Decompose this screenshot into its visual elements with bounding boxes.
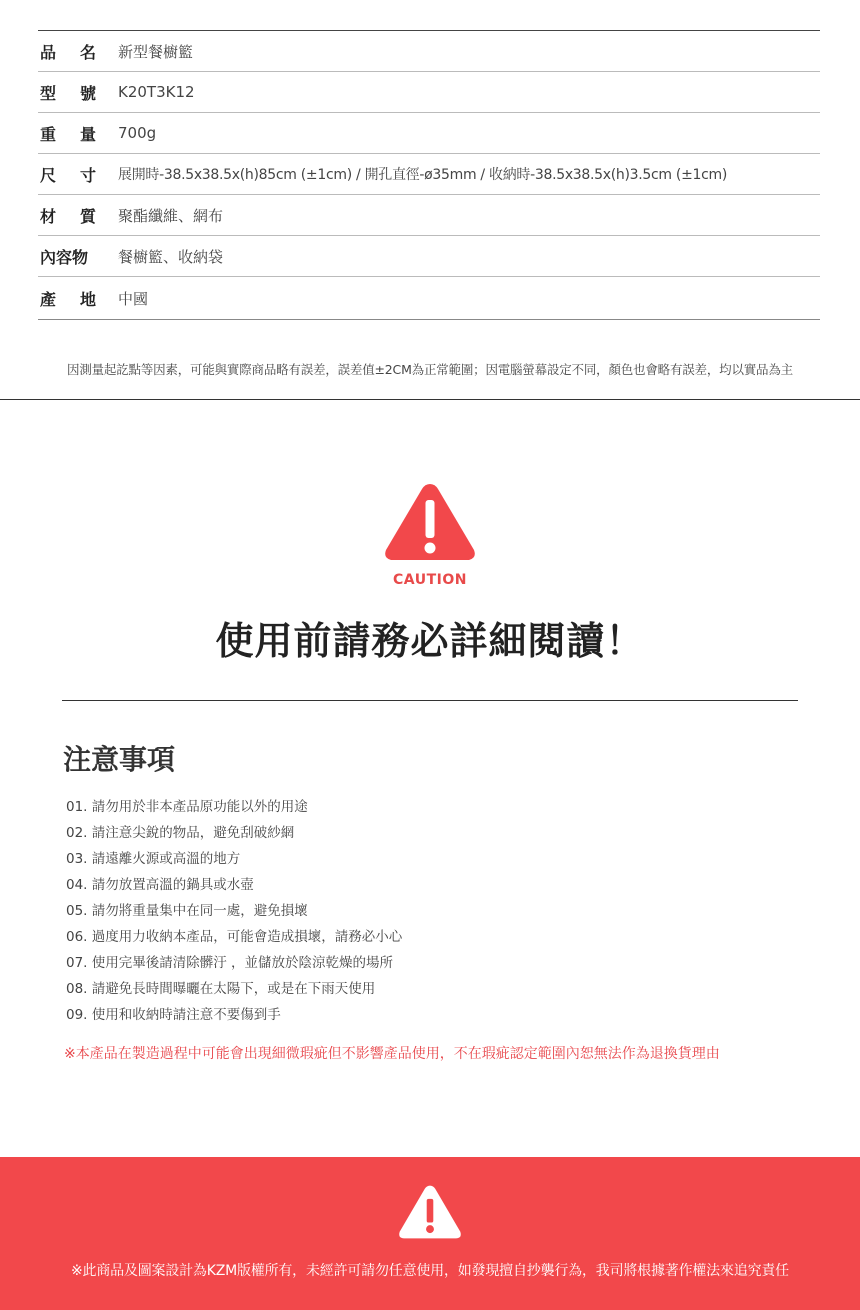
spec-row-model (38, 72, 820, 113)
section-divider (0, 399, 860, 400)
copyright-footer (0, 1157, 860, 1310)
spec-row-size (38, 154, 820, 195)
list-item: 02. 請注意尖銳的物品，避免刮破紗網 (66, 825, 295, 841)
page-title: 使用前請務必詳細閱讀！ (215, 619, 645, 663)
spec-key (38, 122, 98, 145)
spec-value: 700g (118, 124, 157, 142)
spec-key-char: 產 (40, 289, 57, 309)
section-divider (62, 700, 798, 701)
spec-key-char: 型 (40, 83, 57, 103)
spec-key-char: 品 (40, 42, 57, 62)
spec-key-char: 號 (79, 83, 96, 103)
list-item: 04. 請勿放置高溫的鍋具或水壺 (66, 877, 254, 893)
list-item: 08. 請避免長時間曝曬在太陽下，或是在下雨天使用 (66, 981, 376, 997)
spec-value: 展開時-38.5x38.5x(h)85cm (±1cm) / 開孔直徑-ø35mm / 收納時-38.5x38.5x(h)3.5cm (±1cm) (118, 167, 728, 183)
caution-label: CAUTION (393, 572, 467, 588)
spec-row-weight (38, 113, 820, 154)
spec-key (38, 40, 98, 63)
spec-key-char: 質 (79, 206, 96, 226)
spec-value: 聚酯纖維、網布 (118, 206, 224, 225)
spec-row-material (38, 195, 820, 236)
spec-key-char: 材 (40, 206, 57, 226)
spec-key (38, 245, 98, 268)
spec-key-char: 寸 (79, 165, 96, 185)
copyright-text: ※此商品及圖案設計為KZM版權所有，未經許可請勿任意使用，如發現擅自抄襲行為，我司將根據著作權法來追究責任 (71, 1263, 789, 1279)
footer-warning-triangle-icon (397, 1183, 463, 1245)
spec-value: 餐櫥籃、收納袋 (118, 247, 224, 266)
spec-key (38, 287, 98, 310)
warning-triangle-icon (380, 478, 480, 570)
list-item: 01. 請勿用於非本產品原功能以外的用途 (66, 799, 308, 815)
notes-list (66, 797, 402, 1031)
spec-value: 中國 (118, 289, 149, 308)
spec-key-char: 名 (79, 42, 96, 62)
spec-key (38, 81, 98, 104)
spec-key-char: 內容物 (40, 247, 89, 267)
spec-key-char: 重 (40, 124, 57, 144)
notes-title: 注意事項 (63, 743, 176, 776)
spec-key-char: 尺 (40, 165, 57, 185)
list-item: 03. 請遠離火源或高溫的地方 (66, 851, 241, 867)
spec-key (38, 204, 98, 227)
list-item: 07. 使用完畢後請清除髒汙 ，並儲放於陰涼乾燥的場所 (66, 955, 394, 971)
spec-key-char: 量 (79, 124, 96, 144)
spec-key-char: 地 (79, 289, 96, 309)
spec-key (38, 163, 98, 186)
measurement-disclaimer: 因測量起訖點等因素，可能與實際商品略有誤差，誤差值±2CM為正常範圍；因電腦螢幕設定不同，顏色也會略有誤差，均以實品為主 (67, 362, 793, 377)
list-item: 09. 使用和收納時請注意不要傷到手 (66, 1007, 281, 1023)
defect-warning: ※本產品在製造過程中可能會出現細微瑕疵但不影響產品使用，不在瑕疵認定範圍內恕無法作為退換貨理由 (64, 1046, 720, 1062)
spec-value: K20T3K12 (118, 83, 195, 101)
spec-row-contents (38, 236, 820, 277)
spec-row-name (38, 31, 820, 72)
spec-table (38, 30, 820, 320)
list-item: 06. 過度用力收納本產品，可能會造成損壞，請務必小心 (66, 929, 403, 945)
spec-row-origin (38, 277, 820, 320)
spec-value: 新型餐櫥籃 (118, 42, 194, 61)
list-item: 05. 請勿將重量集中在同一處，避免損壞 (66, 903, 308, 919)
